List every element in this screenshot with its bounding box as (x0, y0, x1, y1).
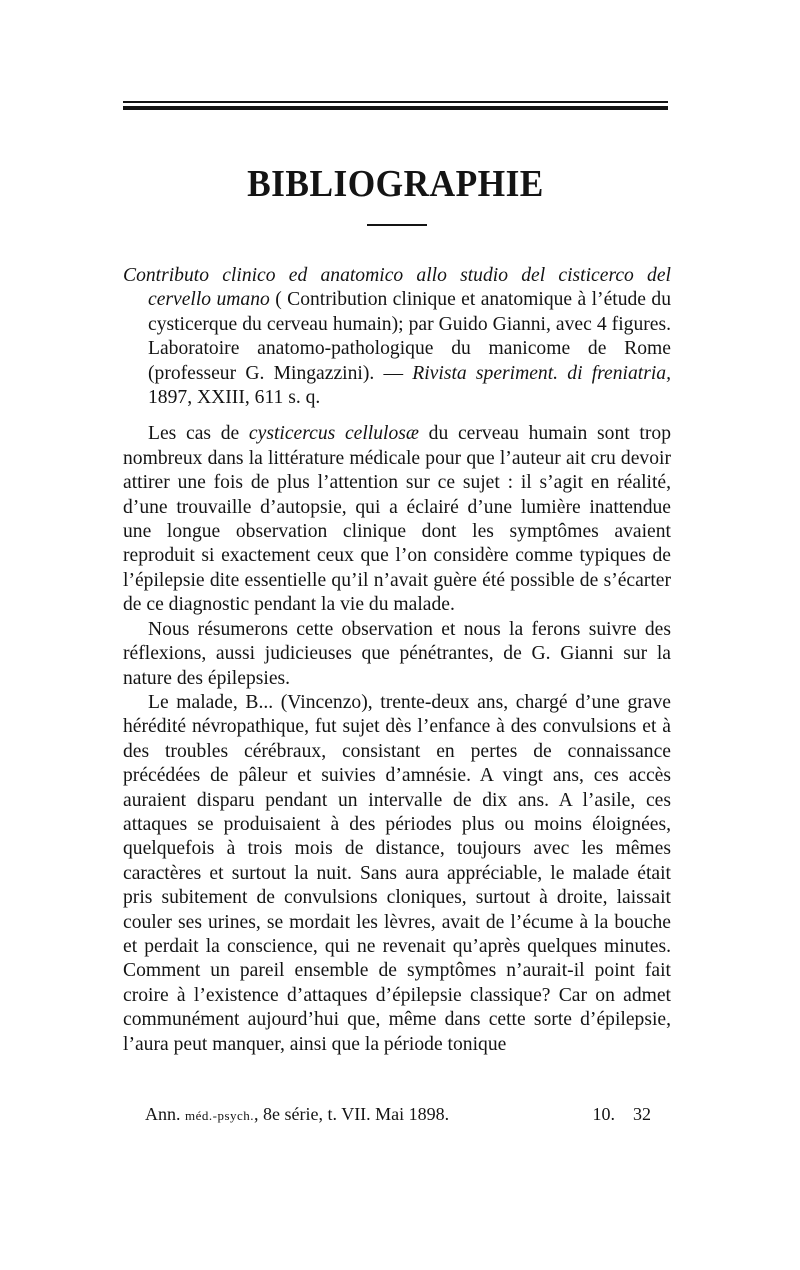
title-underline (367, 224, 427, 226)
page-title: BIBLIOGRAPHIE (247, 163, 544, 205)
paragraph-3: Le malade, B... (Vincenzo), trente-deux ans, chargé d’une grave hérédité névropathique, fut sujet dès l’enfance à des convulsions et à des troubles cérébraux, consistant en pertes de connaissance précédées de pâleur et suivies d’amnésie. A vingt ans, ces accès auraient disparu pendant un intervalle de dix ans. A l’asile, ces attaques se produisaient à des périodes plus ou moins éloignées, quelquefois à trois mois de distance, toujours avec les mêmes caractères et surtout la nuit. Sans aura appréciable, le malade était pris subitement de convulsions cloniques, surtout à droite, laissait couler ses urines, se mordait les lèvres, avait de l’écume à la bouche et perdait la conscience, qui ne revenait qu’après quelques minutes. Comment un pareil ensemble de symptômes n’aurait-il point fait croire à l’existence d’attaques d’épilepsie classique? Car on admet communément aujourd’hui que, même dans cette sorte d’épilepsie, l’aura peut manquer, ainsi que la période tonique (123, 691, 671, 1055)
page-number: 32 (633, 1104, 651, 1124)
page-body (123, 264, 671, 1057)
signature-mark: 10. (592, 1104, 615, 1124)
top-double-rule (123, 101, 668, 112)
paragraph-1: Les cas de cysticercus cellulosæ du cerveau humain sont trop nombreux dans la littérature médicale pour que l’auteur ait cru devoir attirer une fois de plus l’attention sur ce sujet : il s’agit en réalité, d’une trouvaille d’autopsie, qui a éclairé d’une lumière inattendue une longue observation clinique dont les symptômes avaient reproduit si exactement ceux que l’on considère comme typiques de l’épilepsie dite essentielle qu’il n’avait guère été possible de s’écarter de ce diagnostic pendant la vie du malade. (123, 423, 671, 616)
bibliographic-reference (123, 264, 671, 410)
reference-title: Contributo clinico ed anatomico allo studio del cisticerco del cervello umano (123, 265, 671, 311)
species-name: cysticercus cellulosæ (248, 423, 419, 445)
page-footer (123, 1104, 651, 1128)
paragraph-2: Nous résumerons cette observation et nous la ferons suivre des réflexions, aussi judicieuses que pénétrantes, de G. Gianni sur la nature des épilepsies. (123, 618, 671, 689)
reference-journal: Rivista speriment. di freniatria, (412, 362, 672, 384)
reference-citation: 1897, XXIII, 611 s. q. (148, 387, 321, 409)
footer-numbers (575, 1104, 652, 1125)
footer-journal-line: Ann. méd.-psych., 8e série, t. VII. Mai 1898. (145, 1104, 450, 1124)
reference-details: ( Contribution clinique et anatomique à l’étude du cysticerque du cerveau humain); par Guido Gianni, avec 4 figures. Laboratoire anatomo-pathologique du manicome de Rome (professeur G. Mingazzini). — (148, 289, 671, 384)
